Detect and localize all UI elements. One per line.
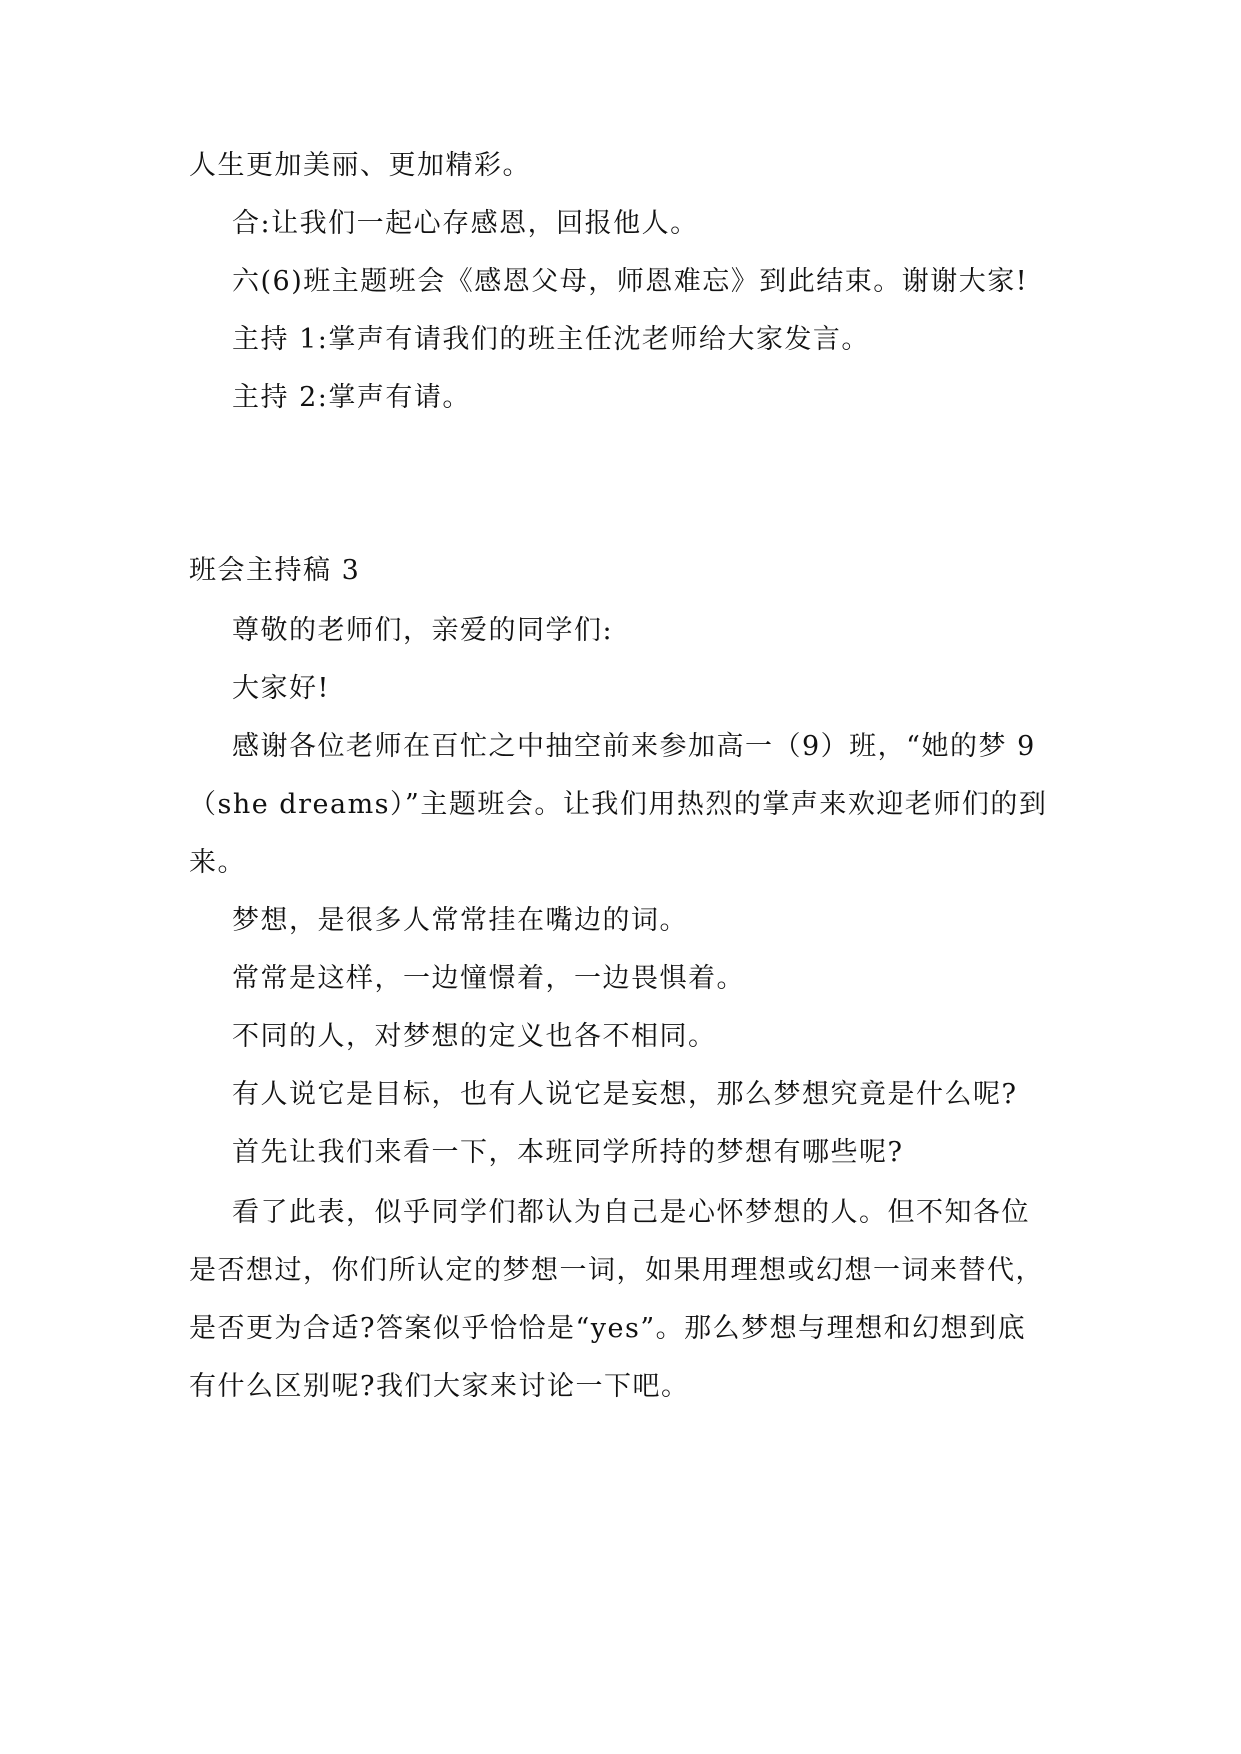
paragraph-line: 看了此表，似乎同学们都认为自己是心怀梦想的人。但不知各位 [232,1197,1030,1228]
paragraph-line: 是否更为合适?答案似乎恰恰是“yes”。那么梦想与理想和幻想到底 [189,1313,1027,1344]
paragraph-line: 首先让我们来看一下，本班同学所持的梦想有哪些呢? [232,1137,904,1168]
paragraph-line: 主持 2:掌声有请。 [232,382,471,413]
paragraph-line: 大家好! [232,673,330,704]
paragraph-line: 人生更加美丽、更加精彩。 [189,150,531,181]
paragraph-line: 有人说它是目标，也有人说它是妄想，那么梦想究竟是什么呢? [232,1079,1018,1110]
paragraph-line: 来。 [189,847,246,878]
paragraph-line: 六(6)班主题班会《感恩父母，师恩难忘》到此结束。谢谢大家! [232,266,1029,297]
paragraph-line: 不同的人，对梦想的定义也各不相同。 [232,1021,717,1052]
paragraph-line: 合:让我们一起心存感恩，回报他人。 [232,208,699,239]
paragraph-line: 主持 1:掌声有请我们的班主任沈老师给大家发言。 [232,324,870,355]
paragraph-line: 常常是这样，一边憧憬着，一边畏惧着。 [232,963,745,994]
paragraph-line: 是否想过，你们所认定的梦想一词，如果用理想或幻想一词来替代， [189,1255,1044,1286]
paragraph-line: 感谢各位老师在百忙之中抽空前来参加高一（9）班，“她的梦 9 [232,731,1036,762]
paragraph-line: 有什么区别呢?我们大家来讨论一下吧。 [189,1371,690,1402]
paragraph-line: 梦想，是很多人常常挂在嘴边的词。 [232,905,688,936]
section-title: 班会主持稿 3 [189,555,361,586]
paragraph-line: 尊敬的老师们，亲爱的同学们: [232,615,614,646]
paragraph-line: （she dreams）”主题班会。让我们用热烈的掌声来欢迎老师们的到 [189,789,1048,820]
